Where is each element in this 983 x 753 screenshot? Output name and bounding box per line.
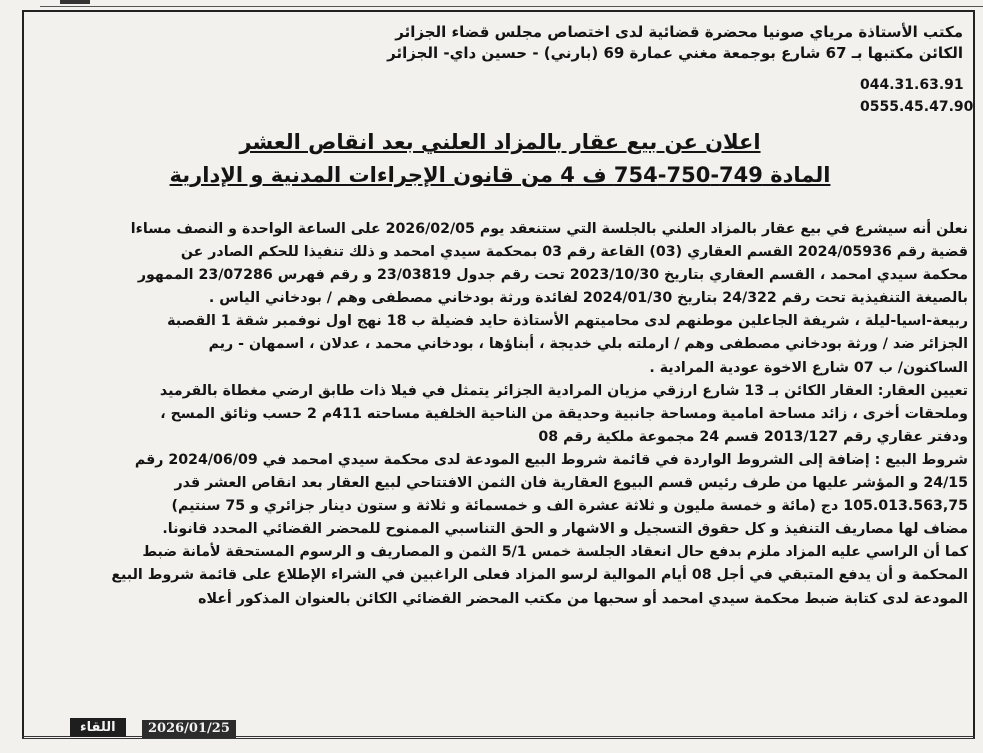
body-line: كما أن الراسي عليه المزاد ملزم بدفع حال انعقاد الجلسة خمس 5/1 الثمن و المصاريف و الرسوم المستحقة لأمانة ضبط bbox=[142, 544, 968, 561]
title-line-1: اعلان عن بيع عقار بالمزاد العلني بعد انقاص العشر bbox=[239, 130, 761, 154]
body-line: المودعة لدى كتابة ضبط محكمة سيدي امحمد أو سحبها من مكتب المحضر القضائي الكائن بالعنوان المذكور أعلاه bbox=[198, 590, 968, 607]
newspaper-footer bbox=[22, 718, 975, 740]
body-line: 105.013.563,75 دج (مائة و خمسة مليون و ثلاثة عشرة الف و خمسمائة و ثلاثة و ستون دينار جزائري و 75 سنتيم) bbox=[171, 498, 968, 515]
body-line: الساكنون/ ب 07 شارع الاخوة عودية المرادية . bbox=[649, 359, 968, 376]
phone-landline: 044.31.63.91 bbox=[860, 77, 964, 93]
body-line: ودفتر عقاري رقم 2013/127 قسم 24 مجموعة ملكية رقم 08 bbox=[538, 428, 968, 445]
body-line: الجزائر ضد / ورثة بودخاني مصطفى وهم / ارملته بلي خديجة ، أبناؤها ، بودخاني محمد ، عدلان ، اسمهان - ريم bbox=[208, 336, 968, 353]
phone-mobile: 0555.45.47.90 bbox=[860, 99, 974, 115]
body-line: نعلن أنه سيشرع في بيع عقار بالمزاد العلني بالجلسة التي ستنعقد يوم 2026/02/05 على الساعة الواحدة و النصف مساءا bbox=[130, 221, 968, 237]
top-rule bbox=[40, 0, 983, 7]
body-line: تعيين العقار: العقار الكائن بـ 13 شارع ارزقي مزيان المرادية الجزائر يتمثل في فيلا ذات طابق ارضي مغطاة بالقرميد bbox=[159, 382, 968, 399]
body-line: بالصيغة التنفيذية تحت رقم 24/322 بتاريخ 2024/01/30 لفائدة ورثة بودخاني مصطفى وهم / بودخاني الياس . bbox=[208, 290, 968, 307]
header-office-line: مكتب الأستاذة مرياي صونيا محضرة قضائية لدى اختصاص مجلس قضاء الجزائر bbox=[395, 23, 963, 41]
notice-body bbox=[28, 218, 968, 611]
body-line: مضاف لها مصاريف التنفيذ و كل حقوق التسجيل و الاشهار و الحق التناسبي الممنوح للمحضر القضائي المحدد قانونا. bbox=[162, 521, 968, 538]
newspaper-name: اللقاء bbox=[70, 718, 126, 737]
header-address-line: الكائن مكتبها بـ 67 شارع بوجمعة مغني عمارة 69 (بارني) - حسين داي- الجزائر bbox=[387, 44, 963, 62]
body-line: 24/15 و المؤشر عليها من طرف رئيس قسم البيوع العقارية فان الثمن الافتتاحي لبيع العقار بعد انقاص العشر قدر bbox=[174, 475, 968, 492]
body-line: ربيعة-اسيا-ليلة ، شريفة الجاعلين موطنهم لدى محاميتهم الأستاذة حايد فضيلة ب 18 نهج اول نوفمبر شقة 1 القصبة bbox=[167, 313, 968, 330]
top-rule-mark bbox=[60, 0, 90, 4]
body-line: قضية رقم 2024/05936 القسم العقاري (03) القاعة رقم 03 بمحكمة سيدي امحمد و ذلك تنفيذا للحكم الصادر عن bbox=[180, 244, 968, 261]
bailiff-header bbox=[63, 22, 963, 64]
publication-date: 2026/01/25 bbox=[142, 720, 236, 738]
title-line-2: المادة 749-750-754 ف 4 من قانون الإجراءات المدنية و الإدارية bbox=[169, 163, 831, 187]
body-line: شروط البيع : إضافة إلى الشروط الواردة في قائمة شروط البيع المودعة لدى محكمة سيدي امحمد في 2024/06/09 رقم bbox=[134, 451, 968, 468]
body-line: المحكمة و أن يدفع المتبقي في أجل 08 أيام الموالية لرسو المزاد فعلى الراغبين في الشراء الإطلاع على قائمة شروط البيع bbox=[111, 567, 968, 584]
phone-numbers bbox=[860, 74, 974, 118]
body-line: وملحقات أخرى ، زائد مساحة امامية ومساحة جانبية وحديقة من الناحية الخلفية مساحته 411م 2 حسب وثائق المسح ، bbox=[160, 405, 968, 422]
notice-title bbox=[120, 126, 880, 192]
body-line: محكمة سيدي امحمد ، القسم العقاري بتاريخ 2023/10/30 تحت رقم جدول 23/03819 و رقم فهرس 23/07286 الممهور bbox=[137, 267, 968, 284]
